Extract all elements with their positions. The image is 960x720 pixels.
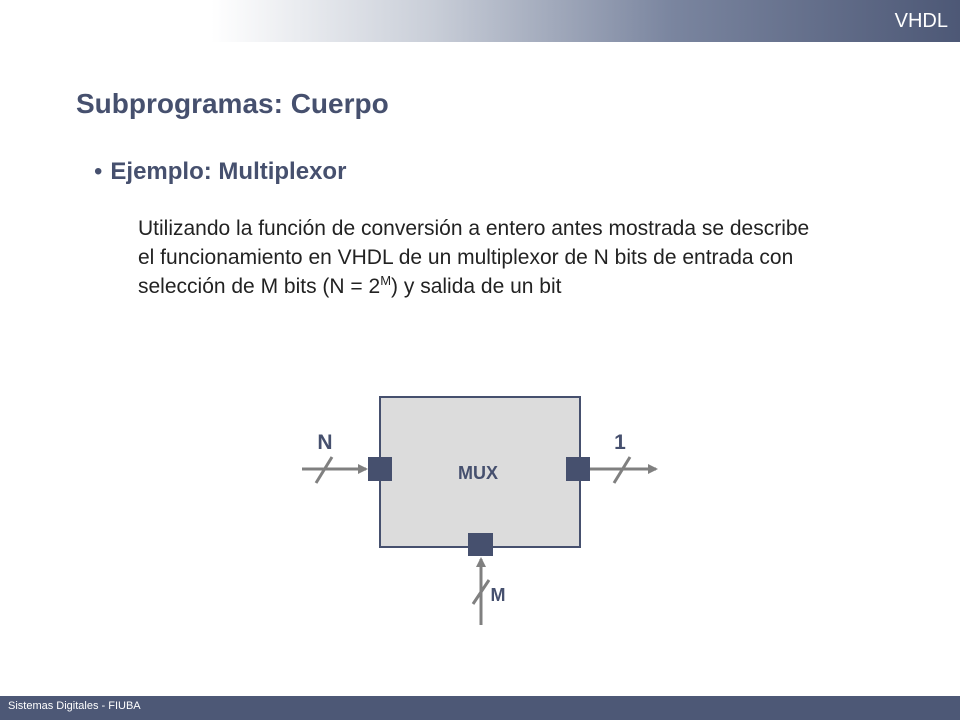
body-superscript: M xyxy=(380,273,392,288)
footer-bar xyxy=(0,696,960,720)
body-tail: ) y salida de un bit xyxy=(391,275,562,298)
output-port xyxy=(566,457,590,481)
input-label: N xyxy=(317,431,333,454)
mux-label: MUX xyxy=(458,463,498,483)
output-label: 1 xyxy=(614,431,626,454)
slide-title: Subprogramas: Cuerpo xyxy=(76,88,389,119)
select-label: M xyxy=(490,585,506,605)
footer-label: Sistemas Digitales - FIUBA xyxy=(8,700,141,712)
body-main: Utilizando la función de conversión a entero antes mostrada se describe el funcionamiento en VHDL de un multiplexor de N bits de entrada con selección de M bits (N = 2 xyxy=(138,217,810,298)
bullet-text: Ejemplo: Multiplexor xyxy=(110,158,347,185)
input-port xyxy=(368,457,392,481)
bullet-dot-icon: • xyxy=(94,158,103,185)
select-port xyxy=(468,533,493,556)
header-label: VHDL xyxy=(894,10,948,32)
